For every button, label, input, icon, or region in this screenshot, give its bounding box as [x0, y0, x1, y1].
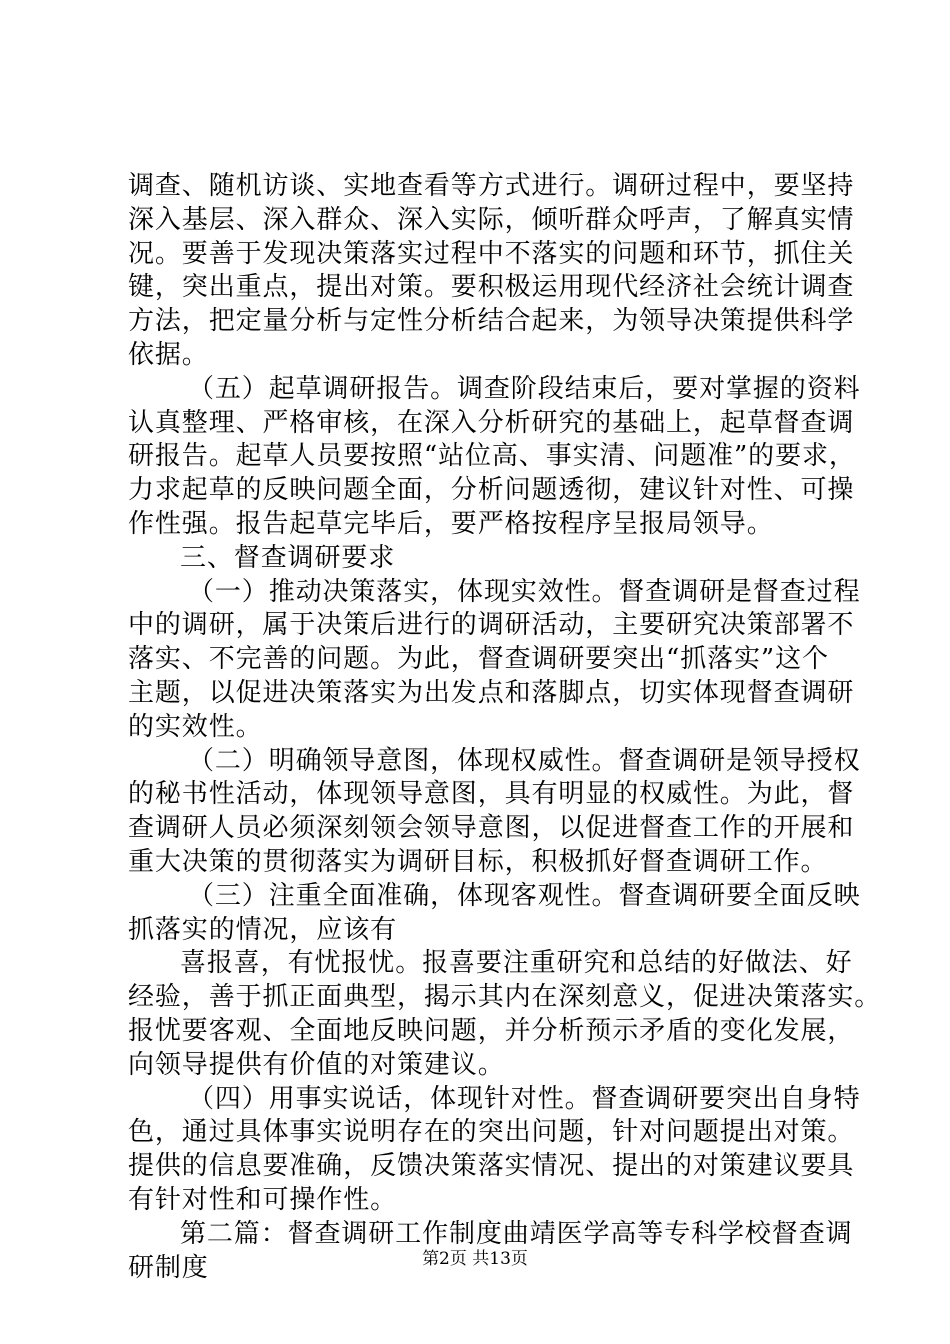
- text-line: 依据。: [128, 339, 209, 370]
- text-line: 研报告。起草人员要按照“站位高、事实清、问题准”的要求，: [128, 441, 856, 472]
- text-line: 有针对性和可操作性。: [128, 1184, 398, 1215]
- text-line: 调查、随机访谈、实地查看等方式进行。调研过程中，要坚持: [128, 171, 855, 201]
- text-line: 况。要善于发现决策落实过程中不落实的问题和环节，抓住关: [128, 238, 855, 269]
- text-line: 经验，善于抓正面典型，揭示其内在深刻意义，促进决策落实。: [128, 982, 882, 1013]
- text-line: 重大决策的贯彻落实为调研目标，积极抓好督查调研工作。: [128, 846, 828, 877]
- text-line: 三、督查调研要求: [180, 542, 396, 573]
- text-line: 作性强。报告起草完毕后，要严格按程序呈报局领导。: [128, 508, 774, 539]
- text-line: （一）推动决策落实，体现实效性。督查调研是督查过程: [188, 576, 861, 607]
- text-line: 的实效性。: [128, 711, 263, 742]
- text-line: 力求起草的反映问题全面，分析问题透彻，建议针对性、可操: [128, 475, 855, 506]
- text-line: 中的调研，属于决策后进行的调研活动，主要研究决策部署不: [128, 610, 855, 641]
- text-line: （四）用事实说话，体现针对性。督查调研要突出自身特: [188, 1083, 861, 1114]
- text-line: 色，通过具体事实说明存在的突出问题，针对问题提出对策。: [128, 1117, 855, 1148]
- text-line: 落实、不完善的问题。为此，督查调研要突出“抓落实”这个: [128, 644, 829, 675]
- text-line: 查调研人员必须深刻领会领导意图，以促进督查工作的开展和: [128, 813, 855, 844]
- text-line: 认真整理、严格审核，在深入分析研究的基础上，起草督查调: [128, 407, 855, 438]
- text-line: 主题，以促进决策落实为出发点和落脚点，切实体现督查调研: [128, 677, 855, 708]
- text-line: 深入基层、深入群众、深入实际，倾听群众呼声，了解真实情: [128, 204, 855, 235]
- text-line: （五）起草调研报告。调查阶段结束后，要对掌握的资料: [188, 373, 861, 404]
- text-line: （三）注重全面准确，体现客观性。督查调研要全面反映: [188, 880, 861, 911]
- text-line: 抓落实的情况，应该有: [128, 914, 398, 945]
- text-line: 向领导提供有价值的对策建议。: [128, 1049, 505, 1080]
- text-line: 报忧要客观、全面地反映问题，并分析预示矛盾的变化发展，: [128, 1015, 855, 1046]
- text-line: 研制度: [128, 1252, 209, 1283]
- text-line: 提供的信息要准确，反馈决策落实情况、提出的对策建议要具: [128, 1151, 855, 1182]
- text-line: 方法，把定量分析与定性分析结合起来，为领导决策提供科学: [128, 306, 855, 337]
- text-line: 的秘书性活动，体现领导意图，具有明显的权威性。为此，督: [128, 779, 855, 810]
- text-line: 喜报喜，有忧报忧。报喜要注重研究和总结的好做法、好: [180, 948, 853, 979]
- text-line: 键，突出重点，提出对策。要积极运用现代经济社会统计调查: [128, 272, 855, 303]
- page-footer: 第2页 共13页: [422, 1249, 528, 1269]
- document-body: [128, 170, 882, 1285]
- text-line: 第二篇：督查调研工作制度曲靖医学高等专科学校督查调: [180, 1218, 853, 1249]
- text-line: （二）明确领导意图，体现权威性。督查调研是领导授权: [188, 745, 861, 776]
